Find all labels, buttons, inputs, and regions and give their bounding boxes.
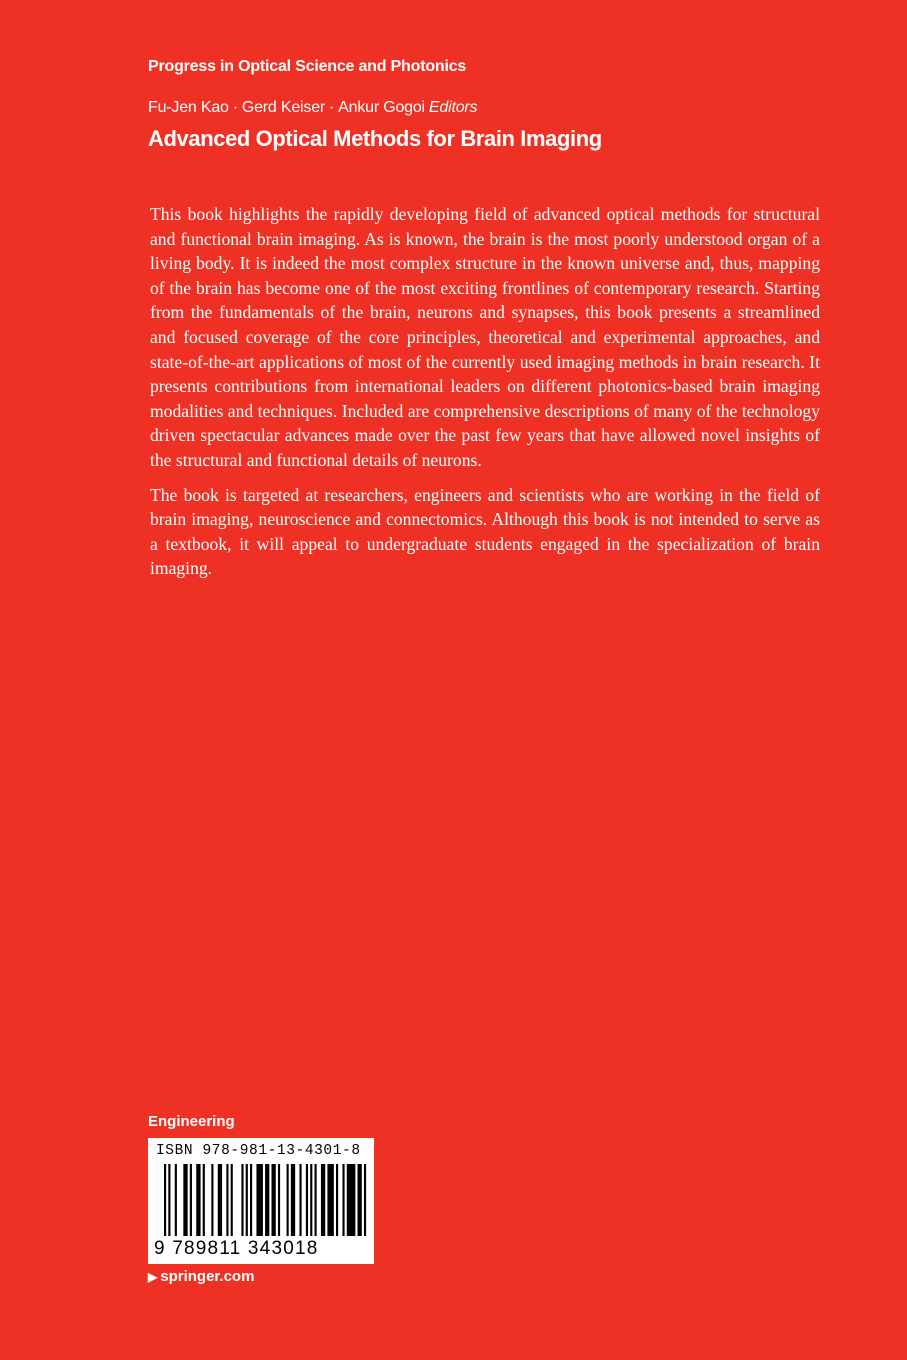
barcode-bar — [321, 1164, 325, 1236]
barcode-bar — [231, 1164, 233, 1236]
barcode-bar — [299, 1164, 301, 1236]
barcode-bar — [358, 1164, 362, 1236]
barcode-bar — [241, 1164, 243, 1236]
editors-line — [148, 99, 477, 117]
barcode-bar — [342, 1164, 344, 1236]
series-title: Progress in Optical Science and Photonics — [148, 58, 467, 75]
barcode-bar — [287, 1164, 289, 1236]
barcode-bar — [190, 1164, 192, 1236]
blurb-paragraph: This book highlights the rapidly developing field of advanced optical methods for structural and functional brain imaging. As is known, the brain is the most poorly understood organ of a living body. It is indeed the most complex structure in the known universe and, thus, mapping of the brain has become one of the most exciting frontlines of contemporary research. Starting from the fundamentals of the brain, neurons and synapses, this book presents a streamlined and focused coverage of the core principles, theoretical and experimental approaches, and state-of-the-art applications of most of the currently used imaging methods in brain research. It presents contributions from international leaders on different photonics-based brain imaging modalities and techniques. Included are comprehensive descriptions of many of the technology driven spectacular advances made over the past few years that have allowed novel insights of the structural and functional details of neurons. — [150, 204, 820, 470]
subject-label: Engineering — [148, 1113, 235, 1130]
barcode-bar — [203, 1164, 205, 1236]
barcode-bar — [218, 1164, 222, 1236]
barcode-bar — [250, 1164, 252, 1236]
barcode-bar — [246, 1164, 248, 1236]
barcode-bar — [175, 1164, 177, 1236]
book-title: Advanced Optical Methods for Brain Imaging — [148, 126, 602, 151]
barcode-bar — [278, 1164, 280, 1236]
blurb — [150, 202, 820, 591]
barcode-bar — [347, 1164, 356, 1236]
editor-name: Ankur Gogoi — [338, 99, 425, 116]
barcode-bar — [291, 1164, 295, 1236]
editor-name: Fu-Jen Kao — [148, 99, 229, 116]
barcode-bar — [306, 1164, 308, 1236]
blurb-paragraph: The book is targeted at researchers, engineers and scientists who are working in the field of brain imaging, neuroscience and connectomics. Although this book is not intended to serve as a textbook, it will appeal to undergraduate students engaged in the specialization of brain imaging. — [150, 484, 820, 579]
barcode-bar — [196, 1164, 200, 1236]
barcode-bar — [336, 1164, 338, 1236]
barcode-bar — [364, 1164, 366, 1236]
barcode-bar — [265, 1164, 269, 1236]
website-text: springer.com — [160, 1268, 255, 1285]
barcode-bar — [183, 1164, 187, 1236]
barcode-bar — [226, 1164, 228, 1236]
website-link[interactable] — [148, 1268, 254, 1285]
editor-name: Gerd Keiser — [241, 99, 326, 116]
barcode-bar — [168, 1164, 170, 1236]
isbn-label: ISBN 978-981-13-4301-8 — [156, 1143, 361, 1159]
separator-dot: · — [329, 99, 335, 116]
barcode-box — [148, 1138, 374, 1264]
barcode-bar — [327, 1164, 333, 1236]
separator-dot: · — [232, 99, 238, 116]
arrow-right-icon: ▶ — [148, 1270, 158, 1284]
editors-role: Editors — [428, 99, 478, 116]
barcode-digits: 9 789811 343018 — [154, 1238, 319, 1259]
barcode-bar — [164, 1164, 166, 1236]
barcode-bar — [310, 1164, 312, 1236]
barcode-bar — [256, 1164, 262, 1236]
barcode-bar — [315, 1164, 317, 1236]
barcode-bar — [272, 1164, 276, 1236]
barcode-bar — [211, 1164, 213, 1236]
